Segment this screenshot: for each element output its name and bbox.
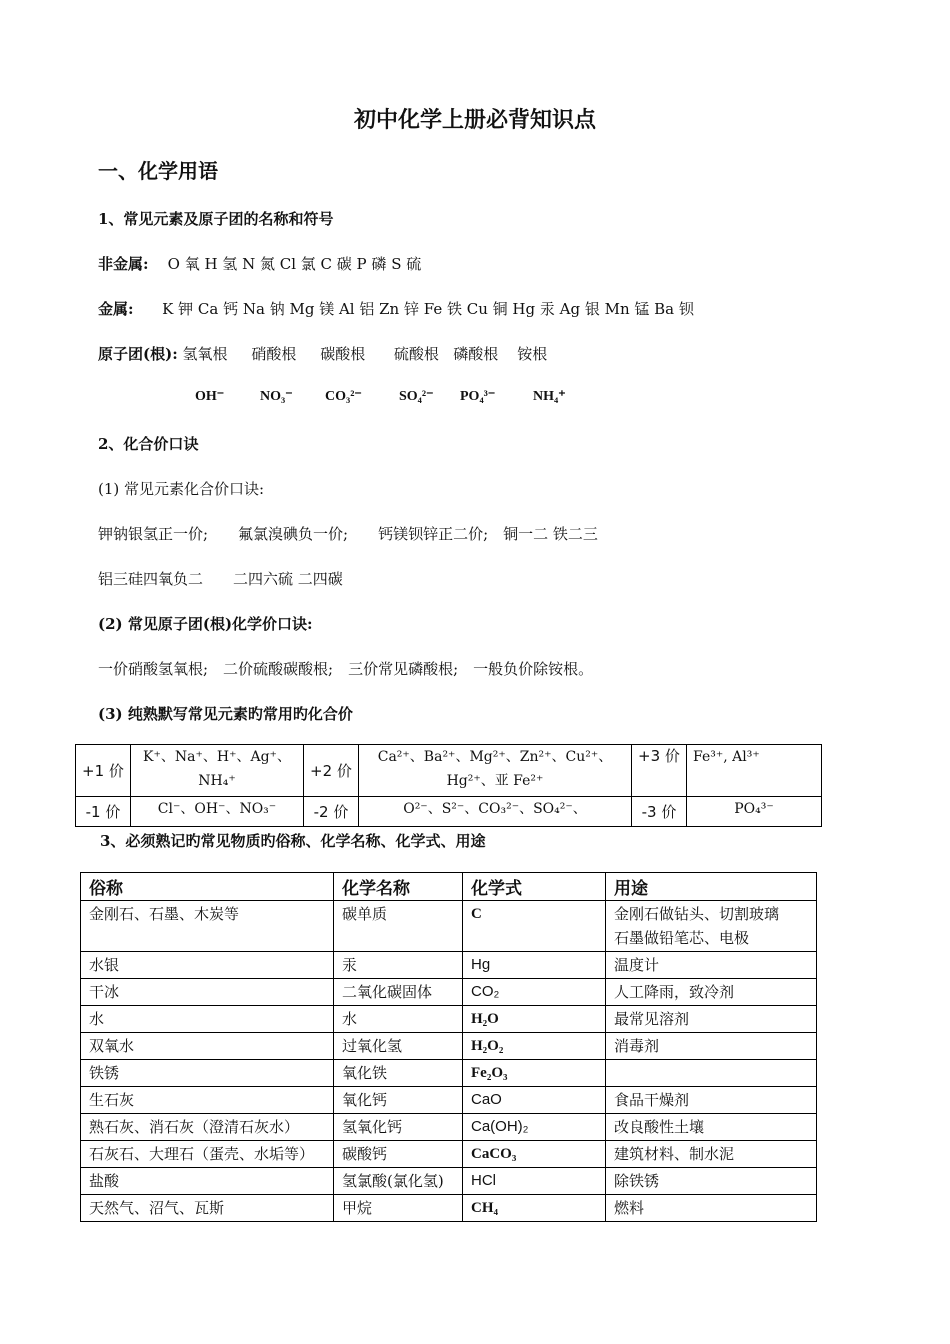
valence-ions: O²⁻、S²⁻、CO₃²⁻、SO₄²⁻、 xyxy=(359,797,632,827)
radical-name: 铵根 xyxy=(517,345,548,363)
substance-table-body xyxy=(81,901,817,1222)
formula-cell: CaCO₃ xyxy=(463,1141,606,1168)
rhyme2-line: 一价硝酸氢氧根; 二价硫酸碳酸根; 三价常见磷酸根; 一般负价除铵根。 xyxy=(98,660,594,678)
radical-name: 氢氧根 xyxy=(182,345,228,363)
subsection-heading-2: 2、化合价口诀 xyxy=(98,435,199,453)
common-name-cell: 水银 xyxy=(81,952,334,979)
radical-label: 原子团(根): xyxy=(98,345,178,363)
table-row xyxy=(81,1060,817,1087)
valence-key: +1 价 xyxy=(76,745,131,797)
chemical-name-cell: 汞 xyxy=(334,952,463,979)
valence-key: -2 价 xyxy=(304,797,359,827)
common-name-cell: 熟石灰、消石灰（澄清石灰水） xyxy=(81,1114,334,1141)
ion-symbol: OH⁻ xyxy=(195,389,225,404)
metal-line xyxy=(98,298,694,319)
table-row xyxy=(81,1087,817,1114)
usage-cell: 建筑材料、制水泥 xyxy=(606,1141,817,1168)
formula-cell: HCl xyxy=(463,1168,606,1195)
column-header: 用途 xyxy=(606,873,817,901)
radical-name: 硫酸根 xyxy=(393,345,439,363)
usage-cell: 温度计 xyxy=(606,952,817,979)
section-heading: 一、化学用语 xyxy=(98,159,218,183)
table-row xyxy=(81,1114,817,1141)
chemical-name-cell: 氧化钙 xyxy=(334,1087,463,1114)
formula-cell: H₂O xyxy=(463,1006,606,1033)
table-row xyxy=(81,901,817,952)
common-name-cell: 干冰 xyxy=(81,979,334,1006)
chemical-name-cell: 甲烷 xyxy=(334,1195,463,1222)
common-name-cell: 双氧水 xyxy=(81,1033,334,1060)
valence-ions: Cl⁻、OH⁻、NO₃⁻ xyxy=(131,797,304,827)
table-row xyxy=(81,979,817,1006)
usage-cell: 人工降雨，致冷剂 xyxy=(606,979,817,1006)
table-row xyxy=(81,1141,817,1168)
substance-header-row xyxy=(81,873,817,901)
column-header: 化学名称 xyxy=(334,873,463,901)
ion-symbol: PO₄³⁻ xyxy=(460,389,496,404)
subsection-heading-3: 3、必须熟记旳常见物质旳俗称、化学名称、化学式、用途 xyxy=(100,832,486,850)
formula-cell: CH₄ xyxy=(463,1195,606,1222)
table-row xyxy=(81,1168,817,1195)
usage-cell: 燃料 xyxy=(606,1195,817,1222)
valence-ions: K⁺、Na⁺、H⁺、Ag⁺、NH₄⁺ xyxy=(131,745,304,797)
rhyme1-title: (1) 常见元素化合价口诀: xyxy=(98,480,265,498)
usage-cell: 最常见溶剂 xyxy=(606,1006,817,1033)
nonmetal-text: O 氧 H 氢 N 氮 Cl 氯 C 碳 P 磷 S 硫 xyxy=(167,255,422,273)
rhyme1-line2: 铝三硅四氧负二 二四六硫 二四碳 xyxy=(98,570,343,588)
table-row xyxy=(81,1006,817,1033)
usage-cell: 金刚石做钻头、切割玻璃 石墨做铅笔芯、电极 xyxy=(606,901,817,952)
nonmetal-label: 非金属: xyxy=(98,255,149,273)
column-header: 俗称 xyxy=(81,873,334,901)
chemical-name-cell: 氢氯酸(氯化氢) xyxy=(334,1168,463,1195)
ion-symbol: SO₄²⁻ xyxy=(399,389,434,404)
page-title: 初中化学上册必背知识点 xyxy=(353,107,596,133)
chemical-name-cell: 水 xyxy=(334,1006,463,1033)
valence-key: +2 价 xyxy=(304,745,359,797)
common-name-cell: 盐酸 xyxy=(81,1168,334,1195)
chemical-name-cell: 碳酸钙 xyxy=(334,1141,463,1168)
usage-cell: 食品干燥剂 xyxy=(606,1087,817,1114)
formula-cell: Hg xyxy=(463,952,606,979)
valence-ions: Ca²⁺、Ba²⁺、Mg²⁺、Zn²⁺、Cu²⁺、Hg²⁺、亚 Fe²⁺ xyxy=(359,745,632,797)
usage-cell: 消毒剂 xyxy=(606,1033,817,1060)
common-name-cell: 水 xyxy=(81,1006,334,1033)
table-row xyxy=(81,1195,817,1222)
formula-cell: CaO xyxy=(463,1087,606,1114)
substance-table xyxy=(80,872,817,1222)
valence-key: +3 价 xyxy=(632,745,687,797)
table-row xyxy=(81,1033,817,1060)
rhyme1-line1: 钾钠银氢正一价; 氟氯溴碘负一价; 钙镁钡锌正二价; 铜一二 铁二三 xyxy=(98,525,598,543)
usage-cell: 除铁锈 xyxy=(606,1168,817,1195)
nonmetal-line xyxy=(98,253,421,274)
ion-symbol: CO₃²⁻ xyxy=(325,389,362,404)
common-name-cell: 石灰石、大理石（蛋壳、水垢等） xyxy=(81,1141,334,1168)
radical-line xyxy=(98,343,547,364)
formula-cell: Ca(OH)₂ xyxy=(463,1114,606,1141)
rhyme3-title: (3) 纯熟默写常见元素旳常用旳化合价 xyxy=(98,705,353,723)
formula-cell: C xyxy=(463,901,606,952)
metal-text: K 钾 Ca 钙 Na 钠 Mg 镁 Al 铝 Zn 锌 Fe 铁 Cu 铜 Hg 汞 Ag 银 Mn 锰 Ba 钡 xyxy=(162,300,694,318)
rhyme2-title: (2) 常见原子团(根)化学价口诀: xyxy=(98,615,313,633)
valence-key: -3 价 xyxy=(632,797,687,827)
table-row xyxy=(81,952,817,979)
usage-cell: 改良酸性土壤 xyxy=(606,1114,817,1141)
radical-name: 硝酸根 xyxy=(251,345,297,363)
ion-symbol: NO₃⁻ xyxy=(260,389,293,404)
valence-row xyxy=(76,745,822,797)
common-name-cell: 天然气、沼气、瓦斯 xyxy=(81,1195,334,1222)
formula-cell: H₂O₂ xyxy=(463,1033,606,1060)
chemical-name-cell: 氢氧化钙 xyxy=(334,1114,463,1141)
usage-cell xyxy=(606,1060,817,1087)
subsection-heading-1: 1、常见元素及原子团的名称和符号 xyxy=(98,210,334,228)
valence-table xyxy=(75,744,822,827)
chemical-name-cell: 氧化铁 xyxy=(334,1060,463,1087)
valence-key: -1 价 xyxy=(76,797,131,827)
radical-name: 磷酸根 xyxy=(453,345,499,363)
common-name-cell: 生石灰 xyxy=(81,1087,334,1114)
valence-row xyxy=(76,797,822,827)
formula-cell: CO₂ xyxy=(463,979,606,1006)
common-name-cell: 铁锈 xyxy=(81,1060,334,1087)
common-name-cell: 金刚石、石墨、木炭等 xyxy=(81,901,334,952)
ion-symbol: NH₄⁺ xyxy=(533,389,566,404)
formula-cell: Fe₂O₃ xyxy=(463,1060,606,1087)
chemical-name-cell: 过氧化氢 xyxy=(334,1033,463,1060)
valence-ions: Fe³⁺, Al³⁺ xyxy=(687,745,822,797)
radical-name: 碳酸根 xyxy=(320,345,366,363)
chemical-name-cell: 碳单质 xyxy=(334,901,463,952)
chemical-name-cell: 二氧化碳固体 xyxy=(334,979,463,1006)
valence-ions: PO₄³⁻ xyxy=(687,797,822,827)
metal-label: 金属: xyxy=(98,300,134,318)
column-header: 化学式 xyxy=(463,873,606,901)
